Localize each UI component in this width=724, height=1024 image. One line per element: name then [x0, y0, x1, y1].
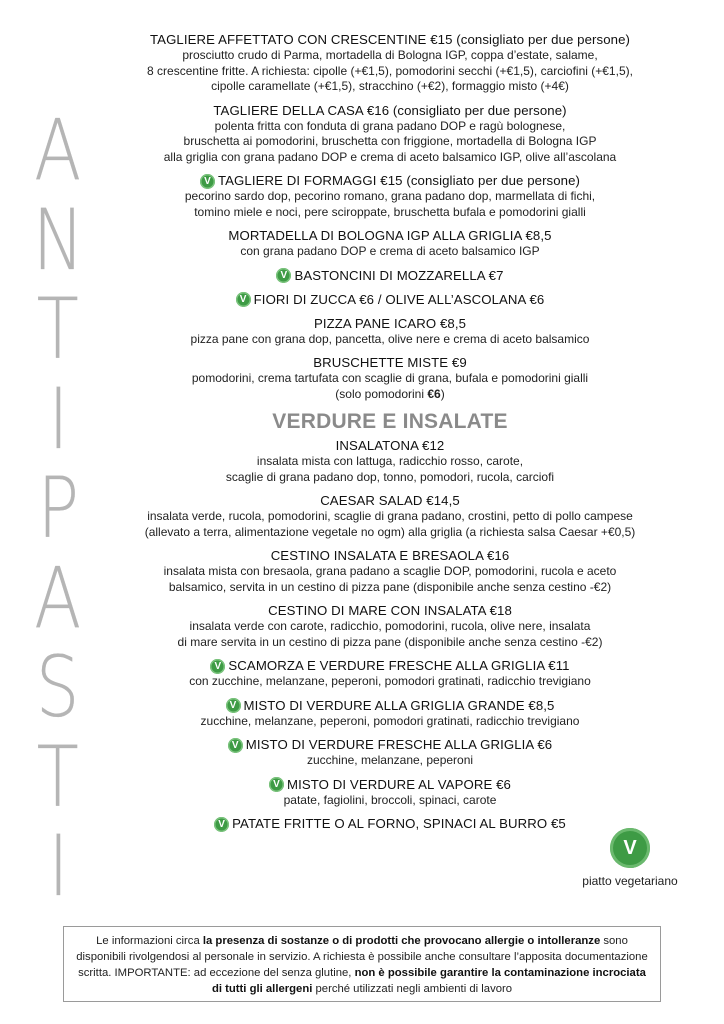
menu-item-description: prosciutto crudo di Parma, mortadella di Bologna IGP, coppa d’estate, salame, 8 crescentine fritte. A richiesta: cipolle (+€1,5), pomodorini secchi (+€1,5), carciofini (+€1,5), cipolle caramellate (+€1,5), stracchino (+€2), formaggio misto (+4€)	[147, 48, 633, 93]
menu-item-title-row	[100, 32, 680, 48]
allergen-bold-text: non è possibile garantire la contaminazione incrociata di tutti gli allergeni	[211, 967, 646, 995]
allergen-text: Le informazioni circa	[96, 935, 203, 947]
menu-item	[100, 737, 680, 769]
menu-item-title: SCAMORZA E VERDURE FRESCHE ALLA GRIGLIA €11	[228, 658, 570, 673]
menu-item-title: TAGLIERE DELLA CASA €16 (consigliato per due persone)	[213, 102, 567, 118]
menu-item	[100, 292, 680, 308]
menu-item-title: CAESAR SALAD €14,5	[320, 493, 460, 508]
menu-item-title: MISTO DI VERDURE ALLA GRIGLIA GRANDE €8,5	[243, 697, 555, 713]
menu-item-description: insalata verde, rucola, pomodorini, scaglie di grana padano, crostini, petto di pollo campese (allevato a terra, alimentazione vegetale no ogm) alla griglia (a richiesta salsa Caesar +€0,5)	[144, 509, 636, 539]
side-letter: P	[37, 459, 79, 557]
menu-item-title: PIZZA PANE ICARO €8,5	[313, 315, 467, 331]
menu-item-description-extra	[100, 387, 680, 403]
menu-item-title-row	[100, 698, 680, 714]
allergen-bold-text: la presenza di sostanze o di prodotti che provocano allergie o intolleranze	[202, 935, 601, 947]
menu-item	[100, 438, 680, 485]
allergen-notice	[63, 926, 661, 1002]
legend-label: piatto vegetariano	[582, 874, 678, 888]
side-letter: I	[47, 817, 69, 915]
antipasti-vertical-title	[28, 101, 88, 915]
vegetarian-icon: V	[210, 659, 225, 674]
vegetarian-icon: V	[200, 174, 215, 189]
side-letter: A	[34, 548, 82, 647]
description-price: €6	[427, 386, 441, 401]
menu-item-description: pizza pane con grana dop, pancetta, olive nere e crema di aceto balsamico	[190, 331, 590, 346]
menu-item-title-row	[100, 493, 680, 509]
vegetarian-badge-icon: V	[610, 828, 650, 868]
allergen-text: sono disponibili rivolgendosi al personale in servizio. A richiesta è possibile anche consultare l’apposita documentazione scritta. IMPORTANTE: ad eccezione del senza glutine,	[76, 935, 648, 979]
menu-item	[100, 355, 680, 402]
vegetarian-icon: V	[276, 268, 291, 283]
menu-item-title-row	[100, 438, 680, 454]
menu-item-title-row	[100, 103, 680, 119]
menu-item	[100, 268, 680, 284]
menu-item-title-row	[100, 268, 680, 284]
section-heading-verdure: VERDURE E INSALATE	[272, 410, 508, 433]
side-letter: T	[36, 280, 80, 378]
allergen-text: perché utilizzati negli ambienti di lavoro	[312, 983, 513, 995]
side-letter: I	[47, 369, 69, 468]
menu-item	[100, 548, 680, 595]
menu-item-description: patate, fagiolini, broccoli, spinaci, carote	[283, 792, 497, 807]
menu-item-description: pomodorini, crema tartufata con scaglie di grana, bufala e pomodorini gialli	[191, 371, 589, 385]
menu-item-title-row	[100, 173, 680, 189]
menu-item-title-row	[100, 292, 680, 308]
menu-item-title: TAGLIERE DI FORMAGGI €15 (consigliato per due persone)	[217, 173, 581, 188]
menu-item	[100, 32, 680, 95]
menu-item-title: MISTO DI VERDURE AL VAPORE €6	[287, 776, 511, 792]
menu-item-title: CESTINO INSALATA E BRESAOLA €16	[270, 548, 510, 563]
menu-list	[100, 32, 680, 840]
vegetarian-icon: V	[236, 292, 251, 307]
menu-item-description: con zucchine, melanzane, peperoni, pomodori gratinati, radicchio trevigiano	[189, 674, 591, 688]
description-text: )	[440, 386, 445, 401]
menu-item-title-row	[100, 355, 680, 371]
side-letter: T	[36, 727, 80, 826]
menu-item-title: MORTADELLA DI BOLOGNA IGP ALLA GRIGLIA €8,5	[228, 228, 552, 243]
menu-item-title-row	[100, 777, 680, 793]
menu-item-title: CESTINO DI MARE CON INSALATA €18	[268, 603, 512, 618]
verdure-section	[100, 438, 680, 832]
menu-item-description: insalata mista con bresaola, grana padano a scaglie DOP, pomodorini, rucola e aceto balsamico, servita in un cestino di pizza pane (disponibile anche senza cestino -€2)	[163, 564, 617, 594]
menu-item-title: BRUSCHETTE MISTE €9	[313, 355, 467, 370]
menu-item-title-row	[100, 603, 680, 619]
menu-item-title-row	[100, 548, 680, 564]
menu-item-title: BASTONCINI DI MOZZARELLA €7	[294, 267, 504, 283]
menu-item-description: con grana padano DOP e crema di aceto balsamico IGP	[240, 244, 540, 258]
vegetarian-icon: V	[214, 817, 229, 832]
menu-item-title: MISTO DI VERDURE FRESCHE ALLA GRIGLIA €6	[245, 737, 553, 752]
side-letter: N	[32, 190, 84, 289]
menu-item-title: TAGLIERE AFFETTATO CON CRESCENTINE €15 (consigliato per due persone)	[150, 32, 630, 47]
menu-item-description: zucchine, melanzane, peperoni, pomodori gratinati, radicchio trevigiano	[200, 713, 580, 728]
menu-item	[100, 228, 680, 260]
vegetarian-icon: V	[226, 698, 241, 713]
menu-item-title-row	[100, 316, 680, 332]
menu-item	[100, 603, 680, 650]
menu-item-title-row	[100, 228, 680, 244]
menu-item	[100, 316, 680, 348]
menu-item-description: insalata verde con carote, radicchio, pomodorini, rucola, olive nere, insalata di mare servita in un cestino di pizza pane (disponibile anche senza cestino -€2)	[177, 619, 603, 649]
side-letter: A	[34, 101, 82, 199]
vegetarian-icon: V	[228, 738, 243, 753]
menu-item-title: INSALATONA €12	[335, 438, 445, 453]
menu-item-description: polenta fritta con fonduta di grana padano DOP e ragù bolognese, bruschetta ai pomodorini, bruschetta con friggione, mortadella di Bologna IGP alla griglia con grana padano DOP e crema di aceto balsamico IGP, olive all’ascolana	[163, 118, 617, 164]
menu-item	[100, 103, 680, 166]
antipasti-section	[100, 32, 680, 402]
description-text: (solo pomodorini	[335, 386, 428, 401]
menu-item-description: insalata mista con lattuga, radicchio rosso, carote, scaglie di grana padano dop, tonno, pomodori, rucola, carciofi	[225, 454, 555, 484]
menu-item-title-row	[100, 658, 680, 674]
menu-item	[100, 777, 680, 809]
menu-item	[100, 658, 680, 690]
vegetarian-icon: V	[269, 777, 284, 792]
menu-item	[100, 173, 680, 220]
menu-item-title: PATATE FRITTE O AL FORNO, SPINACI AL BURRO €5	[232, 816, 566, 831]
menu-item-title: FIORI DI ZUCCA €6 / OLIVE ALL’ASCOLANA €6	[253, 291, 545, 307]
menu-item-description: pecorino sardo dop, pecorino romano, grana padano dop, marmellata di fichi, tomino miele e noci, pere sciroppate, bruschetta bufala e pomodorini gialli	[184, 189, 596, 219]
menu-item	[100, 698, 680, 730]
menu-item-title-row	[100, 737, 680, 753]
menu-item	[100, 493, 680, 540]
vegetarian-legend	[570, 828, 690, 888]
side-letter: S	[36, 638, 80, 736]
menu-item-description: zucchine, melanzane, peperoni	[306, 753, 474, 767]
